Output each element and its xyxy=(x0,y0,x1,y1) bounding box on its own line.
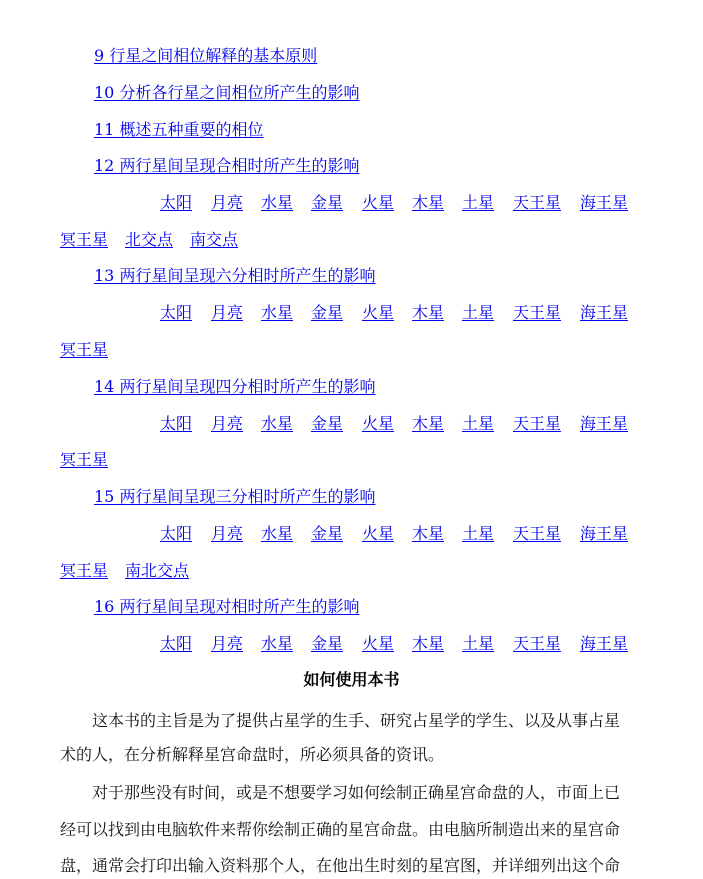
planet-link-jupiter[interactable]: 木星 xyxy=(412,414,445,433)
planet-row-sextile-cont xyxy=(60,340,125,360)
planet-link-saturn[interactable]: 土星 xyxy=(462,193,495,212)
toc-link-ch11[interactable]: 11 概述五种重要的相位 xyxy=(94,120,264,139)
planet-link-sun[interactable]: 太阳 xyxy=(160,634,193,653)
planet-link-venus[interactable]: 金星 xyxy=(311,303,344,322)
paragraph-line: 术的人，在分析解释星宫命盘时，所必须具备的资讯。 xyxy=(60,745,445,764)
planet-link-mercury[interactable]: 水星 xyxy=(261,634,294,653)
planet-row-square-cont xyxy=(60,450,125,470)
paragraph-line: 对于那些没有时间，或是不想要学习如何绘制正确星宫命盘的人，市面上已 xyxy=(60,783,621,802)
planet-link-mars[interactable]: 火星 xyxy=(362,414,395,433)
planet-link-moon[interactable]: 月亮 xyxy=(211,303,244,322)
lunar-nodes-link[interactable]: 南北交点 xyxy=(125,561,190,580)
toc-link-ch9[interactable]: 9 行星之间相位解释的基本原则 xyxy=(94,46,318,65)
toc-link-ch10[interactable]: 10 分析各行星之间相位所产生的影响 xyxy=(94,83,360,102)
toc-link-ch13[interactable]: 13 两行星间呈现六分相时所产生的影响 xyxy=(94,266,376,285)
paragraph-line: 这本书的主旨是为了提供占星学的生手、研究占星学的学生、以及从事占星 xyxy=(60,711,621,730)
planet-link-neptune[interactable]: 海王星 xyxy=(580,524,629,543)
planet-link-mars[interactable]: 火星 xyxy=(362,524,395,543)
planet-link-mercury[interactable]: 水星 xyxy=(261,524,294,543)
planet-link-venus[interactable]: 金星 xyxy=(311,524,344,543)
planet-link-jupiter[interactable]: 木星 xyxy=(412,524,445,543)
toc-link-ch15[interactable]: 15 两行星间呈现三分相时所产生的影响 xyxy=(94,487,376,506)
planet-link-neptune[interactable]: 海王星 xyxy=(580,193,629,212)
planet-link-uranus[interactable]: 天王星 xyxy=(513,193,562,212)
section-heading: 如何使用本书 xyxy=(303,670,400,689)
planet-link-mars[interactable]: 火星 xyxy=(362,634,395,653)
planet-link-saturn[interactable]: 土星 xyxy=(462,524,495,543)
planet-link-uranus[interactable]: 天王星 xyxy=(513,414,562,433)
planet-link-moon[interactable]: 月亮 xyxy=(211,193,244,212)
planet-link-neptune[interactable]: 海王星 xyxy=(580,414,629,433)
paragraph-line: 盘，通常会打印出输入资料那个人，在他出生时刻的星宫图，并详细列出这个命 xyxy=(60,856,621,875)
planet-link-uranus[interactable]: 天王星 xyxy=(513,524,562,543)
paragraph-line: 经可以找到由电脑软件来帮你绘制正确的星宫命盘。由电脑所制造出来的星宫命 xyxy=(60,820,621,839)
planet-row-conjunction-cont xyxy=(60,230,255,250)
planet-link-pluto[interactable]: 冥王星 xyxy=(60,450,109,469)
planet-link-jupiter[interactable]: 木星 xyxy=(412,193,445,212)
planet-link-moon[interactable]: 月亮 xyxy=(211,414,244,433)
planet-link-sun[interactable]: 太阳 xyxy=(160,414,193,433)
planet-link-uranus[interactable]: 天王星 xyxy=(513,634,562,653)
planet-link-neptune[interactable]: 海王星 xyxy=(580,303,629,322)
planet-link-mars[interactable]: 火星 xyxy=(362,193,395,212)
planet-link-sun[interactable]: 太阳 xyxy=(160,193,193,212)
planet-link-saturn[interactable]: 土星 xyxy=(462,414,495,433)
planet-link-venus[interactable]: 金星 xyxy=(311,414,344,433)
planet-link-jupiter[interactable]: 木星 xyxy=(412,634,445,653)
toc-link-ch12[interactable]: 12 两行星间呈现合相时所产生的影响 xyxy=(94,156,360,175)
planet-link-venus[interactable]: 金星 xyxy=(311,634,344,653)
south-node-link[interactable]: 南交点 xyxy=(190,230,239,249)
planet-link-neptune[interactable]: 海王星 xyxy=(580,634,629,653)
planet-link-pluto[interactable]: 冥王星 xyxy=(60,561,109,580)
planet-link-mercury[interactable]: 水星 xyxy=(261,193,294,212)
planet-link-jupiter[interactable]: 木星 xyxy=(412,303,445,322)
planet-row-trine-cont xyxy=(60,561,206,581)
planet-link-saturn[interactable]: 土星 xyxy=(462,303,495,322)
planet-link-moon[interactable]: 月亮 xyxy=(211,524,244,543)
north-node-link[interactable]: 北交点 xyxy=(125,230,174,249)
toc-link-ch14[interactable]: 14 两行星间呈现四分相时所产生的影响 xyxy=(94,377,376,396)
planet-link-pluto[interactable]: 冥王星 xyxy=(60,340,109,359)
planet-link-mercury[interactable]: 水星 xyxy=(261,414,294,433)
planet-link-mars[interactable]: 火星 xyxy=(362,303,395,322)
planet-link-pluto[interactable]: 冥王星 xyxy=(60,230,109,249)
planet-link-venus[interactable]: 金星 xyxy=(311,193,344,212)
planet-link-mercury[interactable]: 水星 xyxy=(261,303,294,322)
planet-link-sun[interactable]: 太阳 xyxy=(160,524,193,543)
planet-link-sun[interactable]: 太阳 xyxy=(160,303,193,322)
planet-link-uranus[interactable]: 天王星 xyxy=(513,303,562,322)
planet-link-moon[interactable]: 月亮 xyxy=(211,634,244,653)
toc-link-ch16[interactable]: 16 两行星间呈现对相时所产生的影响 xyxy=(94,597,360,616)
planet-link-saturn[interactable]: 土星 xyxy=(462,634,495,653)
